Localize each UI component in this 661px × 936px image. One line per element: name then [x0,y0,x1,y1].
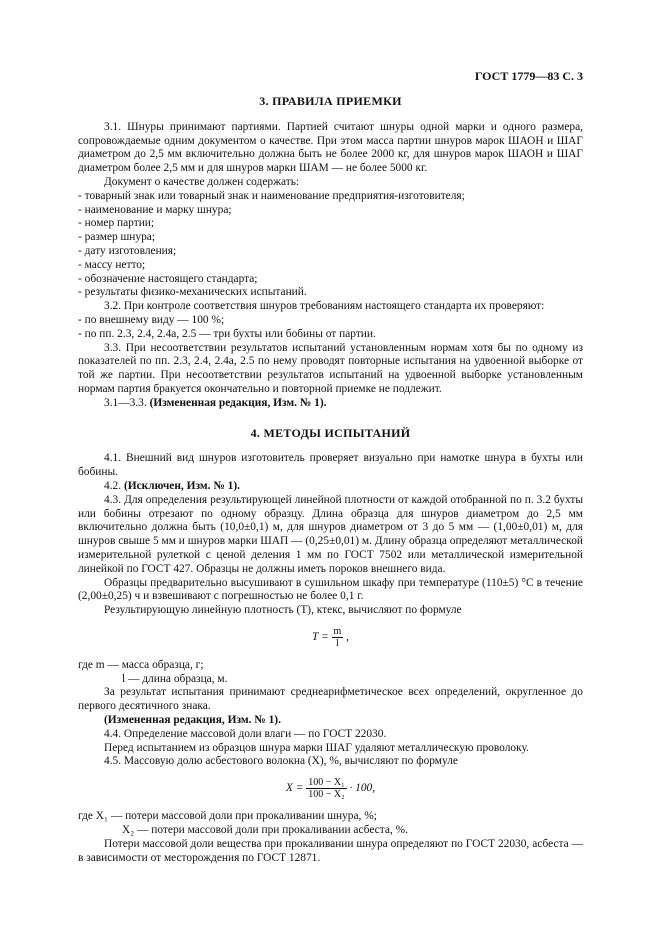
doc-item: - массу нетто; [78,258,146,271]
edit-prefix: 3.1—3.3. [104,396,150,409]
para-3-2: 3.2. При контроле соответствия шнуров требованиям настоящего стандарта их проверяют: [104,300,545,313]
check-item: - по внешнему виду — 100 %; [78,313,225,326]
para-4-3: 4.3. Для определения результирующей линейной плотности от каждой отобранной по п. 3.2 бухты или бобины отрезают по одному образцу. Длина образца для шнуров диаметром до 2,5 мм включительно должна быть (10,0±0,1) м, для шнуров диаметром от 3 до 5 мм — (1,00±0,01) м, для шнуров свыше 5 мм и шнуров марки ШАП — (0,25±0,01) м. Длину образца определяют металлической измерительной рулеткой с ценой деления 1 мм по ГОСТ 7502 или металлической измерительной линейкой по ГОСТ 427. Образцы не должны иметь пороков внешнего вида. [78,493,583,575]
p42-label: (Исключен, Изм. № 1). [123,479,240,492]
formula-numerator: 100 − X₁ [308,777,345,789]
formula-lhs: T = [311,631,329,643]
doc-item: - дату изготовления; [78,244,177,257]
where-l: l — длина образца, м. [122,672,228,685]
para-3-1: 3.1. Шнуры принимают партиями. Партией считают шнуры одной марки и одного размера, сопровождаемые одним документом о качестве. При этом масса партии шнуров марок ШАОН и ШАГ диаметром до 2,5 мм включительно должна быть не более 2000 кг, для шнуров марок ШАОН и ШАГ диаметром более 2,5 мм и для шнуров марки ШАМ — не более 5000 кг. [78,120,583,175]
formula-tail: , [346,631,350,643]
para-4-4-wire: Перед испытанием из образцов шнура марки ШАГ удаляют металлическую проволоку. [104,741,529,754]
para-4-1: 4.1. Внешний вид шнуров изготовитель проверяет визуально при намотке шнура в бухты или бобины. [78,452,583,479]
para-4-4: 4.4. Определение массовой доли влаги — по ГОСТ 22030. [104,727,387,740]
doc-item: - товарный знак или товарный знак и наименование предприятия-изготовителя; [78,189,465,202]
para-4-5-loss: Потери массовой доли вещества при прокаливании шнура определяют по ГОСТ 22030, асбеста — в зависимости от месторождения по ГОСТ 12871. [78,837,583,864]
para-4-3-drying: Образцы предварительно высушивают в сушильном шкафу при температуре (110±5) °С в течение (2,00±0,25) ч и взвешивают с погрешностью не более 0,1 г. [78,576,583,603]
edit-label: (Измененная редакция, Изм. № 1). [149,396,327,409]
para-4-5: 4.5. Массовую долю асбестового волокна (X), %, вычисляют по формуле [104,755,458,768]
section-3-title: 3. ПРАВИЛА ПРИЕМКИ [259,94,402,108]
doc-item: - номер партии; [78,217,155,230]
where-x2: X₂ — потери массовой доли при прокаливании асбеста, %. [122,824,408,837]
doc-item: - обозначение настоящего стандарта; [78,272,258,285]
doc-item: - размер шнура; [78,231,156,244]
page-header: ГОСТ 1779—83 С. 3 [474,69,583,83]
doc-intro: Документ о качестве должен содержать: [104,175,300,188]
formula-density [78,626,583,649]
edit-note-4: (Измененная редакция, Изм. № 1). [104,714,281,727]
formula-numerator: m [333,625,342,637]
formula-tail: · 100, [349,782,376,795]
para-4-3-result: За результат испытания принимают среднеарифметическое всех определений, округленное до первого десятичного знака. [78,686,583,713]
section-4-title: 4. МЕТОДЫ ИСПЫТАНИЙ [250,425,411,440]
page-content [78,95,583,865]
formula-asbestos [78,777,583,800]
where-m: где m — масса образца, г; [78,658,204,671]
para-4-3-formula-intro: Результирующую линейную плотность (T), ктекс, вычисляют по формуле [104,604,462,617]
where-x1: где X₁ — потери массовой доли при прокаливании шнура, %; [78,810,377,823]
doc-item: - наименование и марку шнура; [78,203,232,216]
formula-denominator: l [336,637,339,649]
para-3-3: 3.3. При несоответствии результатов испытаний установленным нормам хотя бы по одному из показателей по пп. 2.3, 2.4, 2.4а, 2.5 по нему проводят повторные испытания на удвоенной выборке от той же партии. При несоответствии результатов испытаний на удвоенной выборке установленным нормам партия бракуется окончательно и повторной приемке не подлежит. [78,341,583,395]
doc-item: - результаты физико-механических испытаний. [78,286,307,299]
formula-denominator: 100 − X₂ [308,789,345,801]
formula-lhs: X = [285,782,304,795]
p42-prefix: 4.2. [104,479,124,492]
check-item: - по пп. 2.3, 2.4, 2.4а, 2.5 — три бухты или бобины от партии. [78,327,376,340]
formula-fraction [332,626,344,649]
formula-fraction [306,777,346,800]
para-4-2 [78,480,583,494]
edit-note-3 [78,397,583,411]
